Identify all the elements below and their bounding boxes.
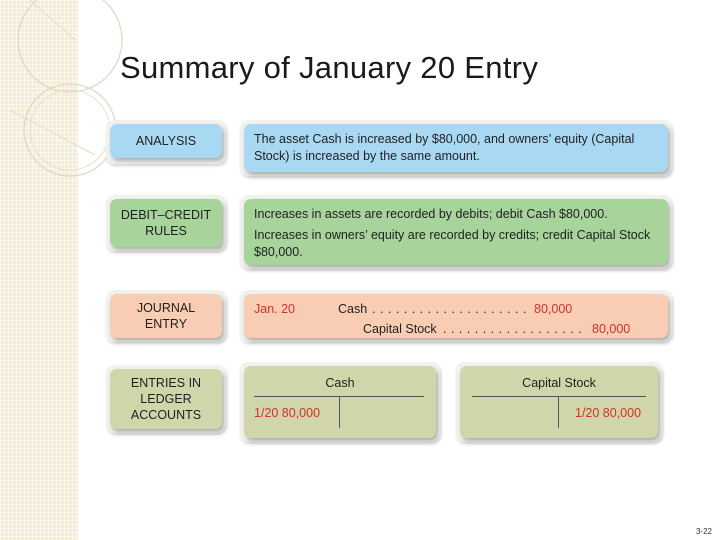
- journal-date: Jan. 20: [254, 302, 296, 316]
- rules-line-assets: Increases in assets are recorded by debits; debit Cash $80,000.: [254, 207, 608, 221]
- journal-credit-amount: 80,000: [592, 322, 631, 336]
- journal-entry: [244, 294, 668, 338]
- ledger-accounts-label: ENTRIES IN LEDGER ACCOUNTS: [110, 369, 222, 429]
- capital-stock-credit-entry: 1/20 80,000: [575, 406, 642, 420]
- rules-line-equity: Increases in owners’ equity are recorded by credits; credit Capital Stock $80,000.: [254, 228, 651, 259]
- page-number: 3-22: [695, 527, 712, 536]
- decorative-circles: [0, 0, 200, 210]
- capital-stock-t-vertical: [558, 396, 559, 428]
- rules-text: [244, 199, 668, 265]
- journal-credit-leader: . . . . . . . . . . . . . . . . . .: [443, 322, 583, 336]
- cash-t-vertical: [339, 396, 340, 428]
- journal-credit-account: Capital Stock: [363, 322, 437, 336]
- debit-credit-rules-label: DEBIT–CREDIT RULES: [110, 199, 222, 247]
- analysis-label: ANALYSIS: [110, 124, 222, 158]
- journal-entry-label: JOURNAL ENTRY: [110, 294, 222, 338]
- cash-t-account: [244, 366, 436, 438]
- analysis-text: The asset Cash is increased by $80,000, and owners’ equity (Capital Stock) is increased by the same amount.: [244, 124, 668, 172]
- capital-stock-t-account: [460, 366, 658, 438]
- journal-debit-amount: 80,000: [534, 302, 573, 316]
- journal-debit-account: Cash: [338, 302, 368, 316]
- capital-stock-t-horizontal: [472, 396, 646, 397]
- journal-debit-leader: . . . . . . . . . . . . . . . . . . . .: [372, 302, 527, 316]
- cash-debit-entry: 1/20 80,000: [254, 406, 321, 420]
- page-title: Summary of January 20 Entry: [120, 50, 539, 85]
- capital-stock-account-title: Capital Stock: [522, 376, 596, 390]
- cash-account-title: Cash: [325, 376, 355, 390]
